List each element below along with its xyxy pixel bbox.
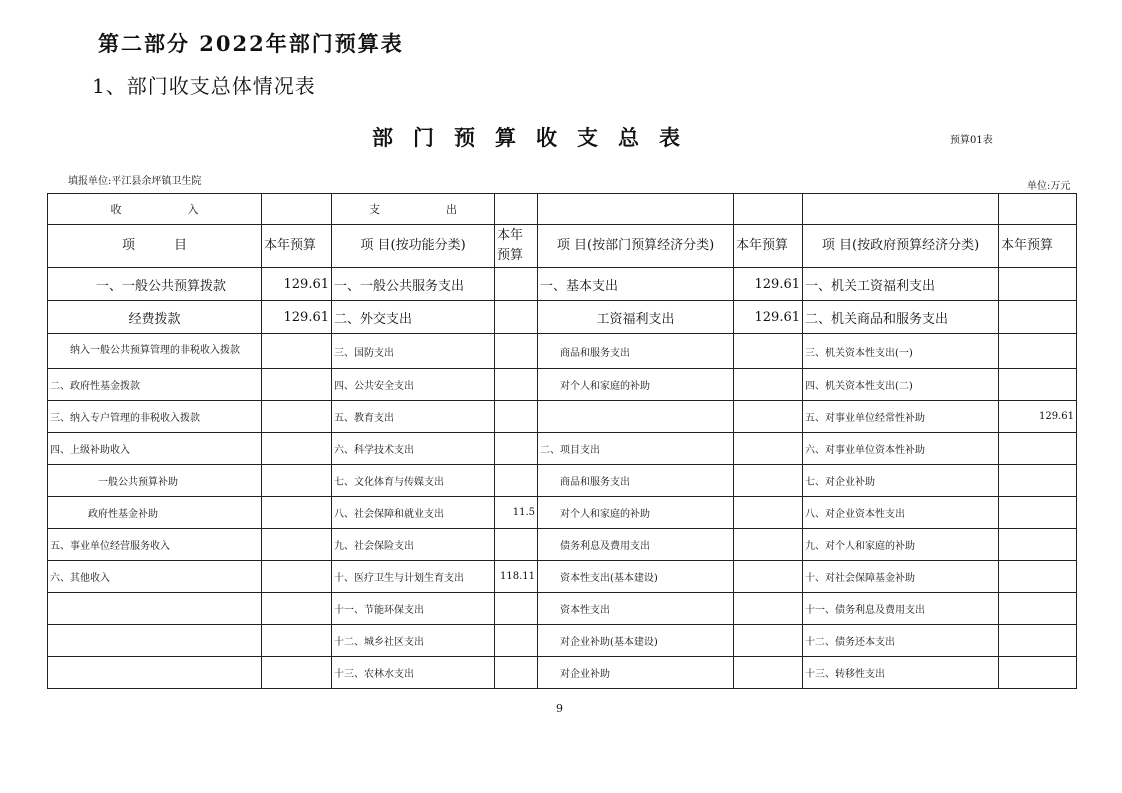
cell xyxy=(999,657,1077,689)
cell: 二、政府性基金拨款 xyxy=(48,369,262,401)
cell xyxy=(734,497,803,529)
group-header-empty xyxy=(262,194,332,225)
cell xyxy=(734,657,803,689)
cell: 三、纳入专户管理的非税收入拨款 xyxy=(48,401,262,433)
cell xyxy=(999,433,1077,465)
cell: 118.11 xyxy=(495,561,538,593)
cell xyxy=(999,465,1077,497)
cell: 四、机关资本性支出(二) xyxy=(803,369,999,401)
cell: 一般公共预算补助 xyxy=(48,465,262,497)
cell xyxy=(495,625,538,657)
cell xyxy=(734,593,803,625)
cell: 五、事业单位经营服务收入 xyxy=(48,529,262,561)
section-title: 1、部门收支总体情况表 xyxy=(92,74,316,98)
cell: 三、国防支出 xyxy=(332,334,495,369)
table-row xyxy=(48,401,1077,433)
col-header-dept-econ-budget: 本年预算 xyxy=(734,225,803,268)
expense-group-header: 支 出 xyxy=(332,194,495,225)
cell xyxy=(734,369,803,401)
cell: 六、科学技术支出 xyxy=(332,433,495,465)
cell xyxy=(262,657,332,689)
cell xyxy=(495,301,538,334)
cell: 经费拨款 xyxy=(48,301,262,334)
cell: 二、机关商品和服务支出 xyxy=(803,301,999,334)
col-header-gov-econ-budget: 本年预算 xyxy=(999,225,1077,268)
cell: 一、一般公共服务支出 xyxy=(332,268,495,301)
cell xyxy=(262,465,332,497)
cell: 十三、农林水支出 xyxy=(332,657,495,689)
cell xyxy=(495,369,538,401)
cell: 六、其他收入 xyxy=(48,561,262,593)
cell: 十二、城乡社区支出 xyxy=(332,625,495,657)
cell: 商品和服务支出 xyxy=(538,334,734,369)
cell xyxy=(48,625,262,657)
cell xyxy=(262,561,332,593)
cell xyxy=(734,625,803,657)
cell: 十三、转移性支出 xyxy=(803,657,999,689)
table-row xyxy=(48,369,1077,401)
cell xyxy=(999,369,1077,401)
cell xyxy=(262,334,332,369)
group-header-row xyxy=(48,194,1077,225)
group-header-empty xyxy=(999,194,1077,225)
cell: 资本性支出(基本建设) xyxy=(538,561,734,593)
col-header-function-budget: 本年预算 xyxy=(495,225,538,268)
cell xyxy=(262,593,332,625)
page-number: 9 xyxy=(556,702,563,715)
cell xyxy=(262,497,332,529)
cell: 对个人和家庭的补助 xyxy=(538,497,734,529)
table-row xyxy=(48,497,1077,529)
cell: 十一、节能环保支出 xyxy=(332,593,495,625)
table-row xyxy=(48,657,1077,689)
cell xyxy=(999,561,1077,593)
cell: 11.5 xyxy=(495,497,538,529)
table-row xyxy=(48,465,1077,497)
cell: 对企业补助(基本建设) xyxy=(538,625,734,657)
cell: 十二、债务还本支出 xyxy=(803,625,999,657)
cell: 政府性基金补助 xyxy=(48,497,262,529)
col-header-income-item: 项 目 xyxy=(48,225,262,268)
cell xyxy=(262,369,332,401)
form-code: 预算01表 xyxy=(950,135,993,146)
cell xyxy=(262,625,332,657)
cell: 对个人和家庭的补助 xyxy=(538,369,734,401)
cell xyxy=(734,334,803,369)
cell xyxy=(734,401,803,433)
table-row xyxy=(48,593,1077,625)
cell xyxy=(495,657,538,689)
cell xyxy=(495,433,538,465)
cell xyxy=(734,465,803,497)
cell: 129.61 xyxy=(999,401,1077,433)
cell xyxy=(734,561,803,593)
cell: 六、对事业单位资本性补助 xyxy=(803,433,999,465)
col-header-income-budget: 本年预算 xyxy=(262,225,332,268)
table-row xyxy=(48,433,1077,465)
col-header-function-item: 项 目(按功能分类) xyxy=(332,225,495,268)
cell: 工资福利支出 xyxy=(538,301,734,334)
cell: 十、对社会保障基金补助 xyxy=(803,561,999,593)
unit-label: 单位:万元 xyxy=(1027,181,1071,192)
cell: 二、项目支出 xyxy=(538,433,734,465)
group-header-empty xyxy=(803,194,999,225)
table-row xyxy=(48,268,1077,301)
cell: 三、机关资本性支出(一) xyxy=(803,334,999,369)
table-row xyxy=(48,334,1077,369)
col-header-gov-econ-item: 项 目(按政府预算经济分类) xyxy=(803,225,999,268)
cell xyxy=(48,593,262,625)
cell: 对企业补助 xyxy=(538,657,734,689)
cell: 资本性支出 xyxy=(538,593,734,625)
cell xyxy=(495,334,538,369)
cell: 九、对个人和家庭的补助 xyxy=(803,529,999,561)
cell: 商品和服务支出 xyxy=(538,465,734,497)
table-row xyxy=(48,625,1077,657)
cell: 129.61 xyxy=(734,268,803,301)
cell: 七、对企业补助 xyxy=(803,465,999,497)
table-row xyxy=(48,529,1077,561)
cell: 一、一般公共预算拨款 xyxy=(48,268,262,301)
cell: 八、社会保障和就业支出 xyxy=(332,497,495,529)
cell: 纳入一般公共预算管理的非税收入拨款 xyxy=(48,334,262,369)
cell xyxy=(538,401,734,433)
cell xyxy=(495,529,538,561)
cell xyxy=(495,593,538,625)
cell xyxy=(999,625,1077,657)
cell xyxy=(262,529,332,561)
cell: 四、上级补助收入 xyxy=(48,433,262,465)
budget-summary-table xyxy=(47,193,1077,689)
cell xyxy=(495,268,538,301)
cell: 五、教育支出 xyxy=(332,401,495,433)
income-group-header: 收 入 xyxy=(48,194,262,225)
column-header-row xyxy=(48,225,1077,268)
cell: 五、对事业单位经常性补助 xyxy=(803,401,999,433)
cell: 债务利息及费用支出 xyxy=(538,529,734,561)
cell xyxy=(999,593,1077,625)
cell xyxy=(495,465,538,497)
table-row xyxy=(48,301,1077,334)
group-header-empty xyxy=(538,194,734,225)
cell: 十、医疗卫生与计划生育支出 xyxy=(332,561,495,593)
part-title: 第二部分 2022年部门预算表 xyxy=(98,31,404,56)
filing-unit: 填报单位:平江县余坪镇卫生院 xyxy=(68,176,202,187)
cell: 八、对企业资本性支出 xyxy=(803,497,999,529)
cell xyxy=(999,497,1077,529)
cell: 129.61 xyxy=(262,301,332,334)
cell: 一、机关工资福利支出 xyxy=(803,268,999,301)
table-title: 部门预算收支总表 xyxy=(372,125,700,150)
cell xyxy=(48,657,262,689)
cell xyxy=(999,301,1077,334)
cell xyxy=(999,268,1077,301)
cell xyxy=(734,529,803,561)
cell: 七、文化体育与传媒支出 xyxy=(332,465,495,497)
col-header-dept-econ-item: 项 目(按部门预算经济分类) xyxy=(538,225,734,268)
cell: 十一、债务利息及费用支出 xyxy=(803,593,999,625)
cell xyxy=(999,334,1077,369)
cell: 四、公共安全支出 xyxy=(332,369,495,401)
cell: 九、社会保险支出 xyxy=(332,529,495,561)
cell: 129.61 xyxy=(734,301,803,334)
cell: 129.61 xyxy=(262,268,332,301)
table-row xyxy=(48,561,1077,593)
cell xyxy=(262,433,332,465)
cell: 一、基本支出 xyxy=(538,268,734,301)
group-header-empty xyxy=(495,194,538,225)
cell xyxy=(734,433,803,465)
group-header-empty xyxy=(734,194,803,225)
cell: 二、外交支出 xyxy=(332,301,495,334)
cell xyxy=(262,401,332,433)
cell xyxy=(495,401,538,433)
cell xyxy=(999,529,1077,561)
